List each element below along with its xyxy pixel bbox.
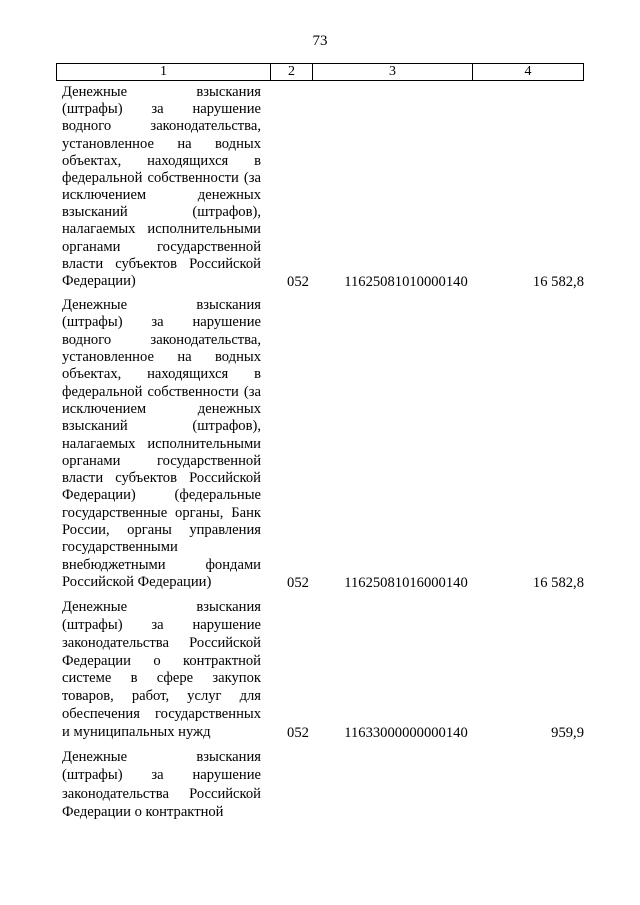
description-line: Денежные взыскания [62,599,261,615]
row-description [62,297,261,591]
header-col-2: 2 [271,64,313,80]
description-line: системе в сфере закупок [62,670,261,687]
description-line: установленное на водных [62,135,261,152]
description-line: (штрафы) за нарушение [62,616,261,633]
description-line: законодательства Российской [62,785,261,802]
description-line: объектах, находящихся в [62,152,261,169]
row-description [62,748,261,821]
description-line: Денежные взыскания [62,749,261,765]
description-line: федеральной собственности (за [62,169,261,186]
description-line: взысканий (штрафов), [62,418,261,435]
description-line: взысканий (штрафов), [62,204,261,221]
header-col-3: 3 [313,64,473,80]
description-line: государственными [62,539,178,556]
description-line: налагаемых исполнительными [62,221,261,238]
description-line: налагаемых исполнительными [62,435,261,452]
description-line: Федерации о контрактной [62,803,224,820]
description-line: России, органы управления [62,522,261,539]
description-line: органами государственной [62,452,261,469]
description-line: законодательства Российской [62,634,261,651]
description-line: и муниципальных нужд [62,723,211,740]
header-col-1: 1 [57,64,271,80]
description-line: органами государственной [62,238,261,255]
description-line: объектах, находящихся в [62,366,261,383]
description-line: государственные органы, Банк [62,504,261,521]
amount-value: 16 582,8 [532,274,584,290]
description-line: федеральной собственности (за [62,383,261,400]
amount-value: 959,9 [551,725,584,741]
description-line: власти субъектов Российской [62,255,261,272]
description-line: (штрафы) за нарушение [62,101,261,118]
admin-code: 052 [287,575,309,591]
description-line: власти субъектов Российской [62,470,261,487]
admin-code: 052 [287,274,309,290]
table-header-row [56,63,584,81]
row-description [62,84,261,290]
description-line: Федерации) [62,272,136,289]
admin-code: 052 [287,725,309,741]
description-line: установленное на водных [62,348,261,365]
amount-value: 16 582,8 [532,575,584,591]
description-line: водного законодательства, [62,118,261,135]
description-line: Федерации) (федеральные [62,487,261,504]
row-description [62,599,261,742]
description-line: товаров, работ, услуг для [62,688,261,705]
description-line: водного законодательства, [62,331,261,348]
description-line: обеспечения государственных [62,706,261,723]
description-line: Российской Федерации) [62,574,212,590]
description-line: исключением денежных [62,187,261,204]
description-line: Федерации о контрактной [62,652,261,669]
description-line: Денежные взыскания [62,84,261,100]
budget-classification-code: 11625081016000140 [344,575,468,591]
description-line: Денежные взыскания [62,297,261,313]
header-col-4: 4 [524,64,532,79]
budget-classification-code: 11625081010000140 [344,274,468,290]
description-line: внебюджетными фондами [62,556,261,573]
budget-classification-code: 11633000000000140 [344,725,468,741]
description-line: исключением денежных [62,400,261,417]
page-number: 73 [312,33,328,49]
description-line: (штрафы) за нарушение [62,767,261,784]
description-line: (штрафы) за нарушение [62,314,261,331]
